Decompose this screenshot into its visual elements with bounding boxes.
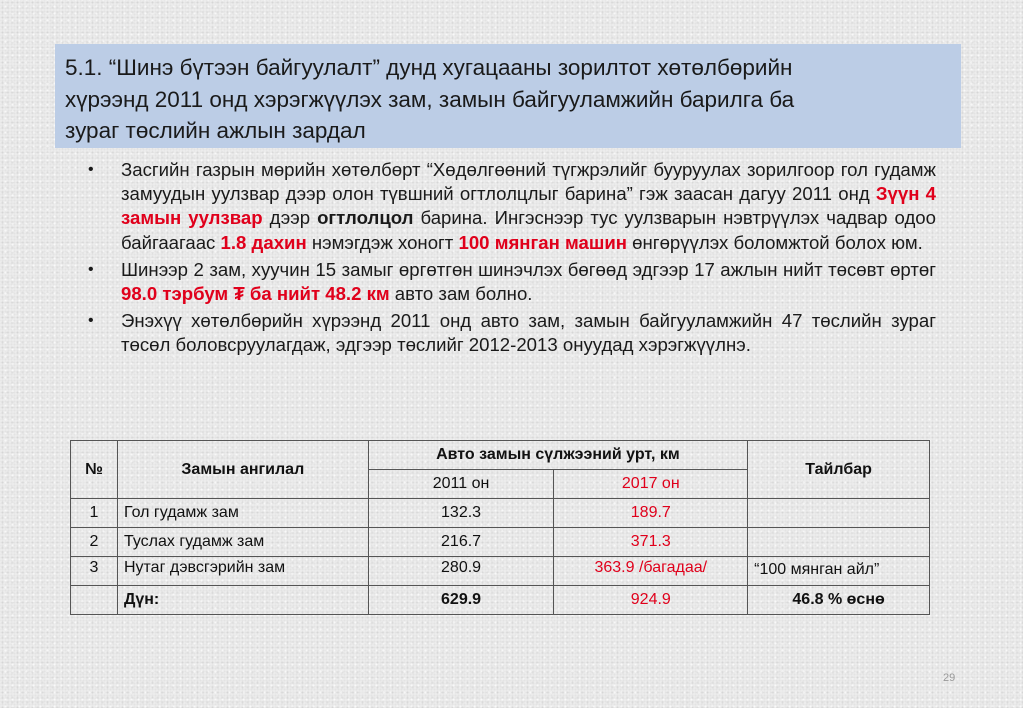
row-note: “100 мянган айл” xyxy=(748,557,930,586)
row-2017: 371.3 xyxy=(554,528,748,557)
page-number: 29 xyxy=(943,672,956,684)
row-note xyxy=(748,499,930,528)
total-num xyxy=(71,586,118,615)
bullet-1-text: Засгийн газрын мөрийн хөтөлбөрт “Хөдөлгөөний түгжрэлийг бууруулах зорилгоор гол гудамж замуудын уулзвар дээр олон түвшний огтлолцлыг барина” гэж заасан дагуу 2011 онд xyxy=(121,159,936,205)
table-row xyxy=(71,528,930,557)
bullet-1-highlight-cars: 100 мянган машин xyxy=(458,231,628,253)
bullet-2-text: Шинээр 2 зам, хуучин 15 замыг өргөтгөн шинэчлэх бөгөөд эдгээр 17 ажлын нийт төсөвт өртөг xyxy=(121,258,936,280)
row-2017: 363.9 /багадаа/ xyxy=(554,557,748,586)
total-2011: 629.9 xyxy=(368,586,554,615)
header-year-2011: 2011 он xyxy=(368,470,554,499)
row-num: 2 xyxy=(71,528,118,557)
row-2011: 132.3 xyxy=(368,499,554,528)
bullet-1-highlight-intersection: Зүүн 4 замын уулзвар xyxy=(121,183,936,229)
header-road-type: Замын ангилал xyxy=(117,441,368,499)
bullet-2-highlight-budget: 98.0 тэрбум ₮ ба нийт 48.2 км xyxy=(121,283,390,305)
row-2011: 280.9 xyxy=(368,557,554,586)
row-2011: 216.7 xyxy=(368,528,554,557)
bullet-1-text: дээр xyxy=(262,207,318,229)
slide-title xyxy=(55,44,961,148)
bullet-item-3 xyxy=(88,309,936,357)
bullet-1-text: өнгөрүүлэх боломжтой болох юм. xyxy=(627,231,923,253)
header-year-2017: 2017 он xyxy=(554,470,748,499)
table-row xyxy=(71,499,930,528)
bullet-3-text: Энэхүү хөтөлбөрийн хүрээнд 2011 онд авто зам, замын байгууламжийн 47 төслийн зураг төсөл боловсруулагдаж, эдгээр төслийг 2012-2013 онуудад хэрэгжүүлнэ. xyxy=(121,310,936,356)
row-road-type: Нутаг дэвсгэрийн зам xyxy=(117,557,368,586)
bullet-list xyxy=(88,158,936,361)
row-num: 3 xyxy=(71,557,118,586)
bullet-2-text: авто зам болно. xyxy=(389,283,533,305)
table-header-row xyxy=(71,441,930,470)
table-row xyxy=(71,557,930,586)
title-line-3: зураг төслийн ажлын зардал xyxy=(65,118,366,143)
title-line-1: 5.1. “Шинэ бүтээн байгуулалт” дунд хугацааны зорилтот хөтөлбөрийн xyxy=(65,55,793,80)
row-road-type: Гол гудамж зам xyxy=(117,499,368,528)
table-total-row xyxy=(71,586,930,615)
road-network-table xyxy=(70,440,930,615)
header-num: № xyxy=(71,441,118,499)
total-note: 46.8 % өснө xyxy=(748,586,930,615)
row-road-type: Туслах гудамж зам xyxy=(117,528,368,557)
bullet-icon: • xyxy=(88,312,94,330)
title-line-2: хүрээнд 2011 онд хэрэгжүүлэх зам, замын байгууламжийн барилга ба xyxy=(65,86,795,112)
total-label: Дүн: xyxy=(117,586,368,615)
row-note xyxy=(748,528,930,557)
row-num: 1 xyxy=(71,499,118,528)
bullet-1-text: нэмэгдэж хоногт xyxy=(306,231,459,253)
bullet-icon: • xyxy=(88,260,94,278)
header-length: Авто замын сүлжээний урт, км xyxy=(368,441,748,470)
header-note: Тайлбар xyxy=(748,441,930,499)
total-2017: 924.9 xyxy=(554,586,748,615)
bullet-icon: • xyxy=(88,161,94,178)
bullet-1-highlight-ratio: 1.8 дахин xyxy=(220,231,307,253)
bullet-item-1 xyxy=(88,158,936,255)
bullet-1-text: барина. Ингэснээр тус уулзварын нэвтрүүлэх чадвар одоо байгаагаас xyxy=(121,207,936,253)
bullet-item-2 xyxy=(88,258,936,306)
row-2017: 189.7 xyxy=(554,499,748,528)
bullet-1-highlight-overpass: огтлолцол xyxy=(317,207,414,229)
